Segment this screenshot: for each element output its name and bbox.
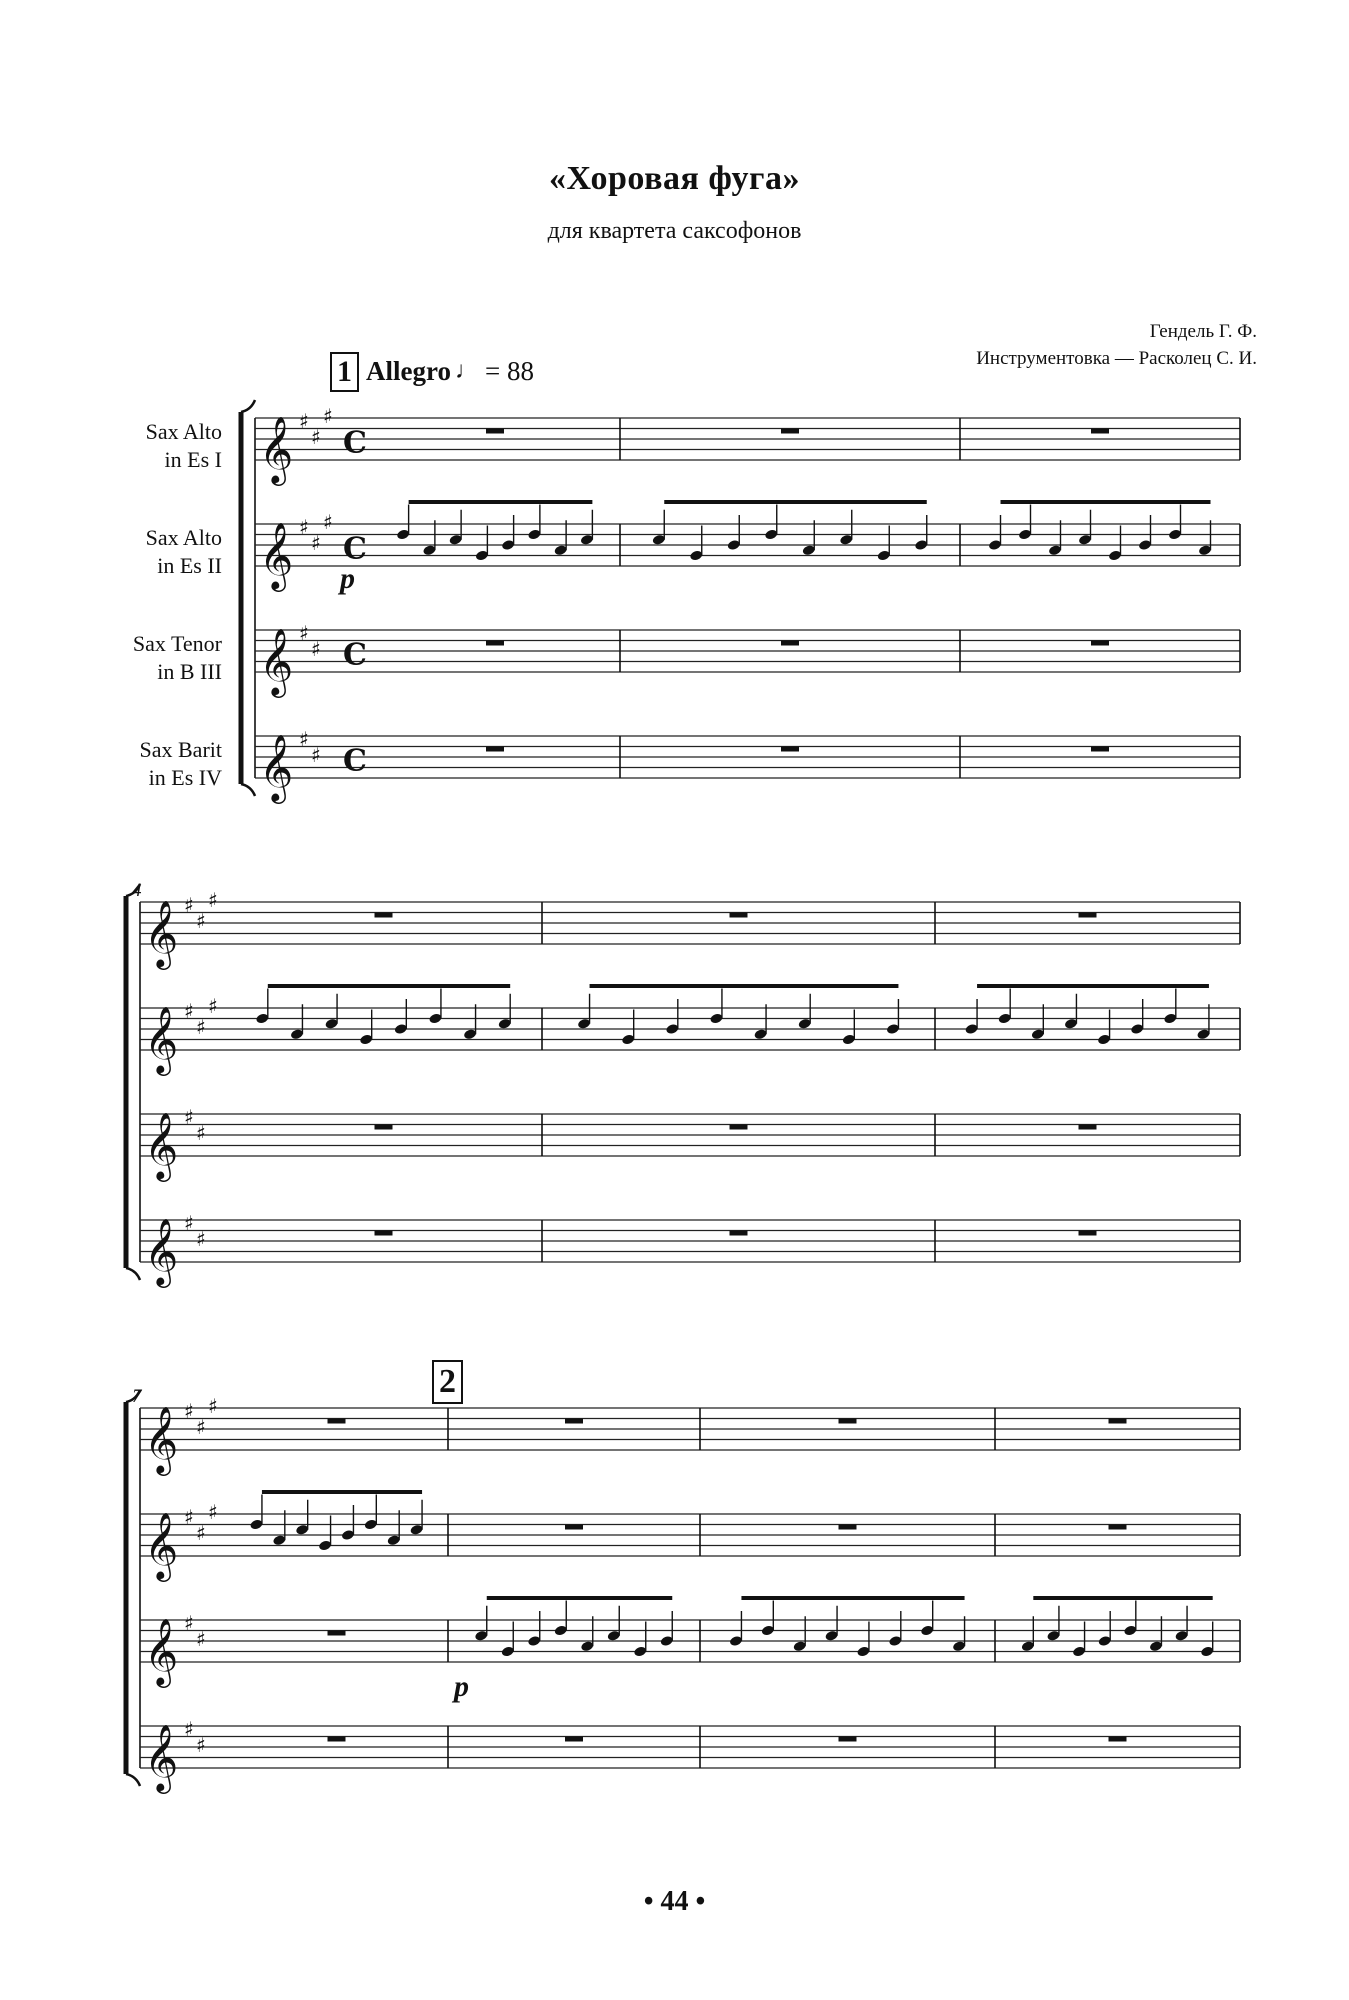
treble-clef-icon: 𝄞 [144, 1511, 179, 1579]
instrument-name: Sax Alto [145, 525, 222, 550]
sharp-icon: ♯ [184, 999, 194, 1023]
sharp-icon: ♯ [208, 1499, 218, 1524]
whole-rest [781, 641, 799, 646]
whole-rest [328, 1737, 346, 1742]
bracket-hook [241, 400, 255, 412]
sharp-icon: ♯ [311, 424, 321, 449]
tempo-value: = 88 [484, 356, 534, 386]
sharp-icon: ♯ [299, 621, 309, 645]
sharp-icon: ♯ [196, 908, 206, 933]
sharp-icon: ♯ [196, 1732, 206, 1757]
sharp-icon: ♯ [196, 1226, 206, 1251]
sharp-icon: ♯ [196, 1414, 206, 1439]
page-number [0, 1886, 1349, 1918]
measure-number-7: 7 [132, 1386, 142, 1407]
sharp-icon: ♯ [311, 742, 321, 767]
page-number-value: 44 [660, 1886, 689, 1917]
sharp-icon: ♯ [311, 530, 321, 555]
sharp-icon: ♯ [184, 1717, 194, 1741]
whole-rest [1091, 429, 1109, 434]
whole-rest [839, 1737, 857, 1742]
whole-rest [565, 1419, 583, 1424]
sharp-icon: ♯ [196, 1120, 206, 1145]
whole-rest [486, 747, 504, 752]
whole-rest [839, 1525, 857, 1530]
whole-rest [730, 1231, 748, 1236]
whole-rest [730, 913, 748, 918]
treble-clef-icon: 𝄞 [144, 1617, 179, 1685]
time-signature: C [343, 637, 367, 673]
sharp-icon: ♯ [299, 515, 309, 539]
sharp-icon: ♯ [208, 1393, 218, 1418]
time-signature: C [343, 425, 367, 461]
piece-subtitle: для квартета саксофонов [547, 218, 802, 244]
sharp-icon: ♯ [323, 403, 333, 428]
composer-name: Гендель Г. Ф. [1149, 321, 1257, 342]
sharp-icon: ♯ [184, 1505, 194, 1529]
measure-number-4: 4 [132, 880, 142, 901]
staff-systems [126, 400, 1240, 1794]
whole-rest [486, 641, 504, 646]
bracket-hook [241, 784, 255, 796]
bracket-hook [126, 1268, 140, 1280]
whole-rest [1079, 913, 1097, 918]
instrument-name: Sax Tenor [132, 631, 222, 656]
treble-clef-icon: 𝄞 [259, 733, 294, 801]
sharp-icon: ♯ [208, 993, 218, 1018]
whole-rest [1091, 747, 1109, 752]
instrument-key: in Es I [164, 447, 222, 472]
whole-rest [486, 429, 504, 434]
sharp-icon: ♯ [196, 1014, 206, 1039]
whole-rest [781, 747, 799, 752]
bullet-icon: • [643, 1886, 654, 1917]
piece-title: «Хоровая фуга» [549, 160, 800, 197]
sharp-icon: ♯ [208, 887, 218, 912]
treble-clef-icon: 𝄞 [144, 1405, 179, 1473]
instrument-key: in Es IV [148, 765, 222, 790]
whole-rest [565, 1525, 583, 1530]
sharp-icon: ♯ [323, 509, 333, 534]
whole-rest [328, 1631, 346, 1636]
treble-clef-icon: 𝄞 [144, 1217, 179, 1285]
instrument-key: in Es II [157, 553, 222, 578]
bullet-icon: • [695, 1886, 706, 1917]
whole-rest [328, 1419, 346, 1424]
arranger-credit: Инструментовка — Расколец С. И. [976, 348, 1257, 369]
dynamic-piano: p [340, 562, 355, 595]
whole-rest [1109, 1419, 1127, 1424]
whole-rest [1109, 1737, 1127, 1742]
treble-clef-icon: 𝄞 [144, 1111, 179, 1179]
treble-clef-icon: 𝄞 [259, 415, 294, 483]
whole-rest [375, 1231, 393, 1236]
instrument-key: in B III [157, 659, 222, 684]
whole-rest [1091, 641, 1109, 646]
time-signature: C [343, 531, 367, 567]
bracket-hook [126, 1774, 140, 1786]
treble-clef-icon: 𝄞 [144, 899, 179, 967]
sharp-icon: ♯ [184, 1611, 194, 1635]
whole-rest [781, 429, 799, 434]
sharp-icon: ♯ [311, 636, 321, 661]
whole-rest [375, 1125, 393, 1130]
sharp-icon: ♯ [184, 1211, 194, 1235]
sharp-icon: ♯ [299, 727, 309, 751]
bracket-hook [126, 884, 140, 896]
rehearsal-mark-2: 2 [432, 1360, 463, 1404]
sharp-icon: ♯ [184, 1105, 194, 1129]
treble-clef-icon: 𝄞 [144, 1005, 179, 1073]
whole-rest [1109, 1525, 1127, 1530]
sharp-icon: ♯ [196, 1626, 206, 1651]
instrument-name: Sax Barit [139, 737, 222, 762]
whole-rest [730, 1125, 748, 1130]
sharp-icon: ♯ [196, 1520, 206, 1545]
rehearsal-mark-1: 1 [330, 352, 359, 392]
whole-rest [1079, 1125, 1097, 1130]
sharp-icon: ♯ [299, 409, 309, 433]
quarter-note-icon: ♩ [454, 358, 479, 384]
dynamic-piano: p [454, 1670, 469, 1703]
treble-clef-icon: 𝄞 [144, 1723, 179, 1791]
time-signature: C [343, 743, 367, 779]
bracket-hook [126, 1390, 140, 1402]
instrument-name: Sax Alto [145, 419, 222, 444]
treble-clef-icon: 𝄞 [259, 627, 294, 695]
whole-rest [839, 1419, 857, 1424]
sharp-icon: ♯ [184, 893, 194, 917]
dynamics [337, 562, 469, 1703]
tempo-word: Allegro [366, 356, 451, 386]
treble-clef-icon: 𝄞 [259, 521, 294, 589]
sharp-icon: ♯ [184, 1399, 194, 1423]
whole-rest [375, 913, 393, 918]
whole-rest [1079, 1231, 1097, 1236]
whole-rest [565, 1737, 583, 1742]
